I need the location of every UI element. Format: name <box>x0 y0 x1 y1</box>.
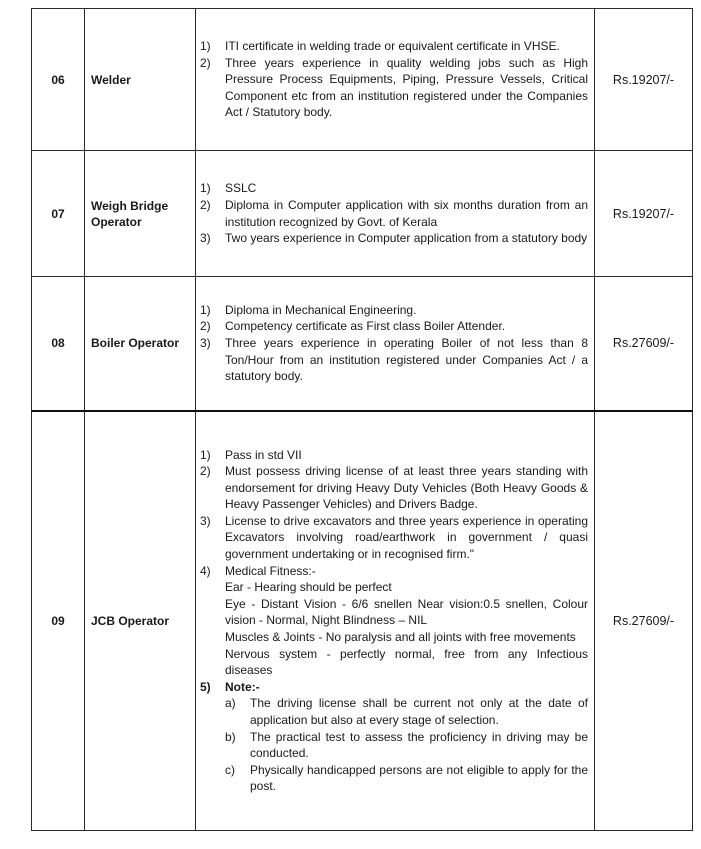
table-row <box>32 411 693 831</box>
list-item: c) Physically handicapped persons are not eligible to apply for the post. <box>225 762 588 794</box>
qualifications <box>196 9 595 151</box>
note-title: Note:- <box>225 679 260 694</box>
list-item: 1) Diploma in Mechanical Engineering. <box>200 302 417 317</box>
list-item: 2) Must possess driving license of at least three years standing with endorsement for driving Heavy Duty Vehicles (Both Heavy Goods & Heavy Passenger Vehicles) and Drivers Badge. <box>200 464 588 512</box>
post-name: Weigh Bridge Operator <box>85 151 196 277</box>
table-row <box>32 151 693 277</box>
medical-line: Muscles & Joints - No paralysis and all joints with free movements <box>225 630 576 645</box>
serial-number: 09 <box>32 411 85 831</box>
list-item: a) The driving license shall be current not only at the date of application but also at every stage of selection. <box>225 696 588 728</box>
medical-fitness-item: 4) Medical Fitness:- Ear - Hearing should be perfect Eye - Distant Vision - 6/6 snellen Near vision:0.5 snellen, Colour vision - Normal, Night Blindness – NIL Muscles & Joints - No paralysis and all joints with free movements Nervous system - perfectly normal, free from any Infectious diseases <box>200 563 588 678</box>
pay-scale: Rs.19207/- <box>595 151 693 277</box>
list-item: 1) Pass in std VII <box>200 447 302 462</box>
pay-scale: Rs.27609/- <box>595 411 693 831</box>
medical-line: Eye - Distant Vision - 6/6 snellen Near vision:0.5 snellen, Colour vision - Normal, Night Blindness – NIL <box>225 596 588 628</box>
list-item: b) The practical test to assess the proficiency in driving may be conducted. <box>225 729 588 761</box>
post-name: Welder <box>85 9 196 151</box>
note-item: 5) Note:- a) The driving license shall be current not only at the date of application but also at every stage of selection. b) The practical test to assess the proficiency in driving may be conducted. c) Physically handicapped persons are not eligible to apply for the post. <box>200 679 588 794</box>
qualifications <box>196 277 595 411</box>
list-item: 2) Competency certificate as First class Boiler Attender. <box>200 319 506 334</box>
qualifications <box>196 411 595 831</box>
table-row <box>32 277 693 411</box>
list-item: 2) Diploma in Computer application with six months duration from an institution recognized by Govt. of Kerala <box>200 197 588 229</box>
medical-line: Nervous system - perfectly normal, free from any Infectious diseases <box>225 646 588 678</box>
pay-scale: Rs.27609/- <box>595 277 693 411</box>
qualifications <box>196 151 595 277</box>
serial-number: 06 <box>32 9 85 151</box>
list-item: 1) SSLC <box>200 181 257 196</box>
serial-number: 08 <box>32 277 85 411</box>
list-item: 3) Two years experience in Computer application from a statutory body <box>200 231 588 246</box>
pay-scale: Rs.19207/- <box>595 9 693 151</box>
list-item: 1) ITI certificate in welding trade or equivalent certificate in VHSE. <box>200 39 560 54</box>
serial-number: 07 <box>32 151 85 277</box>
medical-fitness-title: Medical Fitness:- <box>225 563 316 578</box>
table-row <box>32 9 693 151</box>
list-item: 3) Three years experience in operating Boiler of not less than 8 Ton/Hour from an institution registered under Companies Act / a statutory body. <box>200 335 588 384</box>
post-name: JCB Operator <box>85 411 196 831</box>
list-item: 2) Three years experience in quality welding jobs such as High Pressure Process Equipments, Piping, Pressure Vessels, Critical Component etc from an institution registered under the Companies Act / Statutory body. <box>200 55 588 120</box>
recruitment-table <box>31 8 693 831</box>
list-item: 3) License to drive excavators and three years experience in operating Excavators involving road/earthwork in government / quasi government undertaking or in recognised firm." <box>200 513 588 562</box>
post-name: Boiler Operator <box>85 277 196 411</box>
medical-line: Ear - Hearing should be perfect <box>225 580 392 595</box>
